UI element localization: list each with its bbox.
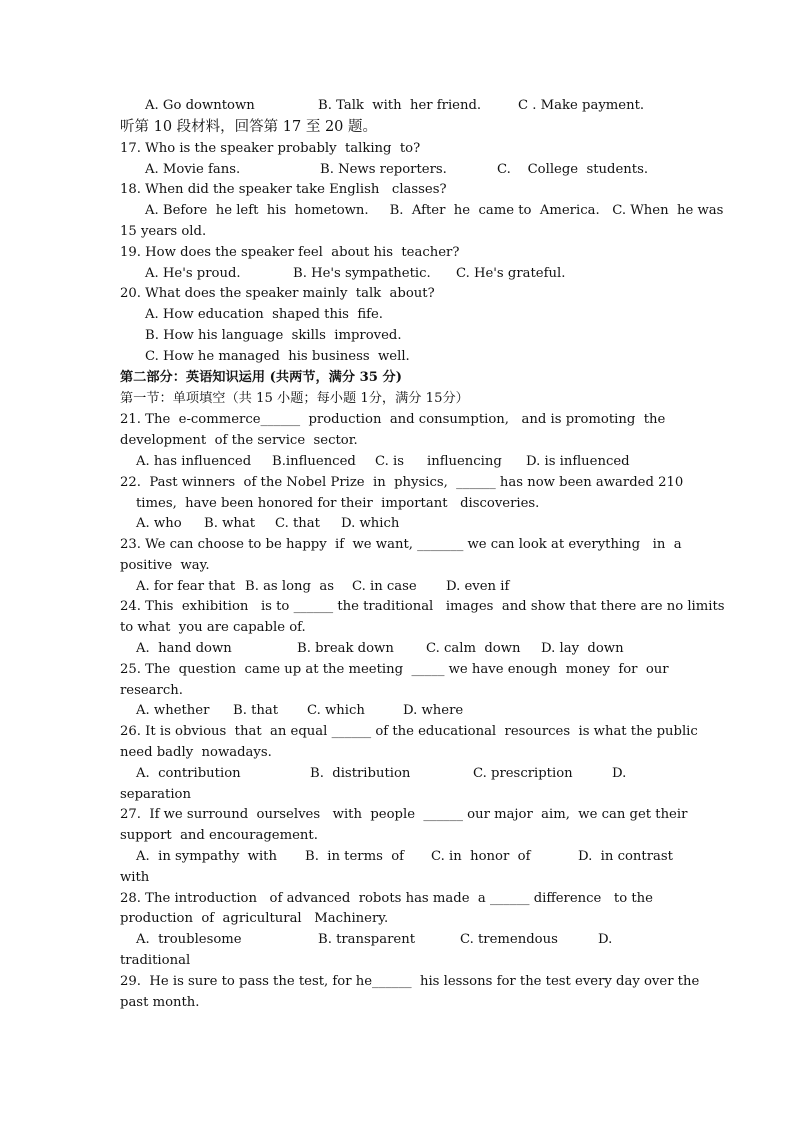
q22-option-b: B. what <box>204 516 256 531</box>
q19-option-a: A. He's proud. <box>145 266 241 281</box>
q21-option-d: D. is influenced <box>526 454 630 469</box>
q20-stem: 20. What does the speaker mainly talk about? <box>120 286 435 301</box>
q24-option-c: C. calm down <box>426 641 521 656</box>
q26-option-d: D. <box>612 766 627 781</box>
q22-option-d: D. which <box>341 516 400 531</box>
q28-option-b: B. transparent <box>318 932 416 947</box>
q23-option-b: B. as long as <box>245 579 335 594</box>
q29-stem-line1: 29. He is sure to pass the test, for he______ his lessons for the test every day over the <box>120 974 700 989</box>
q20-option-b: B. How his language skills improved. <box>145 328 402 343</box>
q27-stem-line1: 27. If we surround ourselves with people ______ our major aim, we can get their <box>120 807 688 822</box>
q19-stem: 19. How does the speaker feel about his teacher? <box>120 245 460 260</box>
q25-option-d: D. where <box>403 703 464 718</box>
q28-option-d: D. <box>598 932 613 947</box>
q18-options: A. Before he left his hometown. B. After he came to America. C. When he was <box>145 203 724 218</box>
q16-option-b: B. Talk with her friend. <box>318 98 482 113</box>
q16-option-a: A. Go downtown <box>145 98 255 113</box>
q25-stem-line2: research. <box>120 683 183 698</box>
q22-option-c: C. that <box>275 516 320 531</box>
q27-stem-line2: support and encouragement. <box>120 828 318 843</box>
q28-stem-line1: 28. The introduction of advanced robots has made a ______ difference to the <box>120 891 653 906</box>
q24-stem-line2: to what you are capable of. <box>120 620 306 635</box>
q28-stem-line2: production of agricultural Machinery. <box>120 911 389 926</box>
q22-option-a: A. who <box>136 516 182 531</box>
q22-stem-line1: 22. Past winners of the Nobel Prize in physics, ______ has now been awarded 210 <box>120 475 684 490</box>
q22-stem-line2: times, have been honored for their important discoveries. <box>136 496 540 511</box>
q26-option-d-cont: separation <box>120 787 191 802</box>
section1-heading: 第一节：单项填空（共 15 小题；每小题 1分，满分 15分） <box>120 391 469 406</box>
q23-stem-line2: positive way. <box>120 558 210 573</box>
q18-stem: 18. When did the speaker take English classes? <box>120 182 447 197</box>
q20-option-c: C. How he managed his business well. <box>145 349 410 364</box>
q19-option-c: C. He's grateful. <box>456 266 566 281</box>
q26-stem-line1: 26. It is obvious that an equal ______ of the educational resources is what the public <box>120 724 698 739</box>
q17-option-b: B. News reporters. <box>320 162 447 177</box>
q24-stem-line1: 24. This exhibition is to ______ the traditional images and show that there are no limits <box>120 599 725 614</box>
q27-option-b: B. in terms of <box>305 849 405 864</box>
q26-option-b: B. distribution <box>310 766 411 781</box>
q28-option-d-cont: traditional <box>120 953 191 968</box>
part2-heading: 第二部分：英语知识运用 (共两节，满分 35 分) <box>120 370 402 385</box>
q19-option-b: B. He's sympathetic. <box>293 266 431 281</box>
q21-stem-line1: 21. The e-commerce______ production and consumption, and is promoting the <box>120 412 666 427</box>
q17-option-c: C. College students. <box>497 162 649 177</box>
q23-option-c: C. in case <box>352 579 417 594</box>
q28-option-c: C. tremendous <box>460 932 558 947</box>
q20-option-a: A. How education shaped this fife. <box>145 307 383 322</box>
q21-option-c-cont: influencing <box>427 454 502 469</box>
q21-option-c: C. is <box>375 454 404 469</box>
q26-option-c: C. prescription <box>473 766 573 781</box>
q23-stem-line1: 23. We can choose to be happy if we want, _______ we can look at everything in a <box>120 537 682 552</box>
q26-stem-line2: need badly nowadays. <box>120 745 272 760</box>
q26-option-a: A. contribution <box>136 766 241 781</box>
q17-option-a: A. Movie fans. <box>145 162 241 177</box>
q25-option-c: C. which <box>307 703 365 718</box>
q17-stem: 17. Who is the speaker probably talking to? <box>120 141 421 156</box>
q27-option-c: C. in honor of <box>431 849 531 864</box>
q28-option-a: A. troublesome <box>136 932 242 947</box>
q21-option-b: B.influenced <box>272 454 356 469</box>
q25-stem-line1: 25. The question came up at the meeting _____ we have enough money for our <box>120 662 669 677</box>
q25-option-b: B. that <box>233 703 279 718</box>
q24-option-a: A. hand down <box>136 641 232 656</box>
q25-option-a: A. whether <box>136 703 210 718</box>
q27-option-d-cont: with <box>120 870 150 885</box>
q24-option-b: B. break down <box>297 641 394 656</box>
q27-option-a: A. in sympathy with <box>136 849 277 864</box>
q24-option-d: D. lay down <box>541 641 624 656</box>
q23-option-d: D. even if <box>446 579 510 594</box>
listening-10-intro: 听第 10 段材料，回答第 17 至 20 题。 <box>120 119 378 135</box>
q27-option-d: D. in contrast <box>578 849 673 864</box>
q18-options-cont: 15 years old. <box>120 224 207 239</box>
q21-option-a: A. has influenced <box>136 454 252 469</box>
q29-stem-line2: past month. <box>120 995 200 1010</box>
q16-option-c: C . Make payment. <box>518 98 645 113</box>
q21-stem-line2: development of the service sector. <box>120 433 358 448</box>
q23-option-a: A. for fear that <box>136 579 236 594</box>
